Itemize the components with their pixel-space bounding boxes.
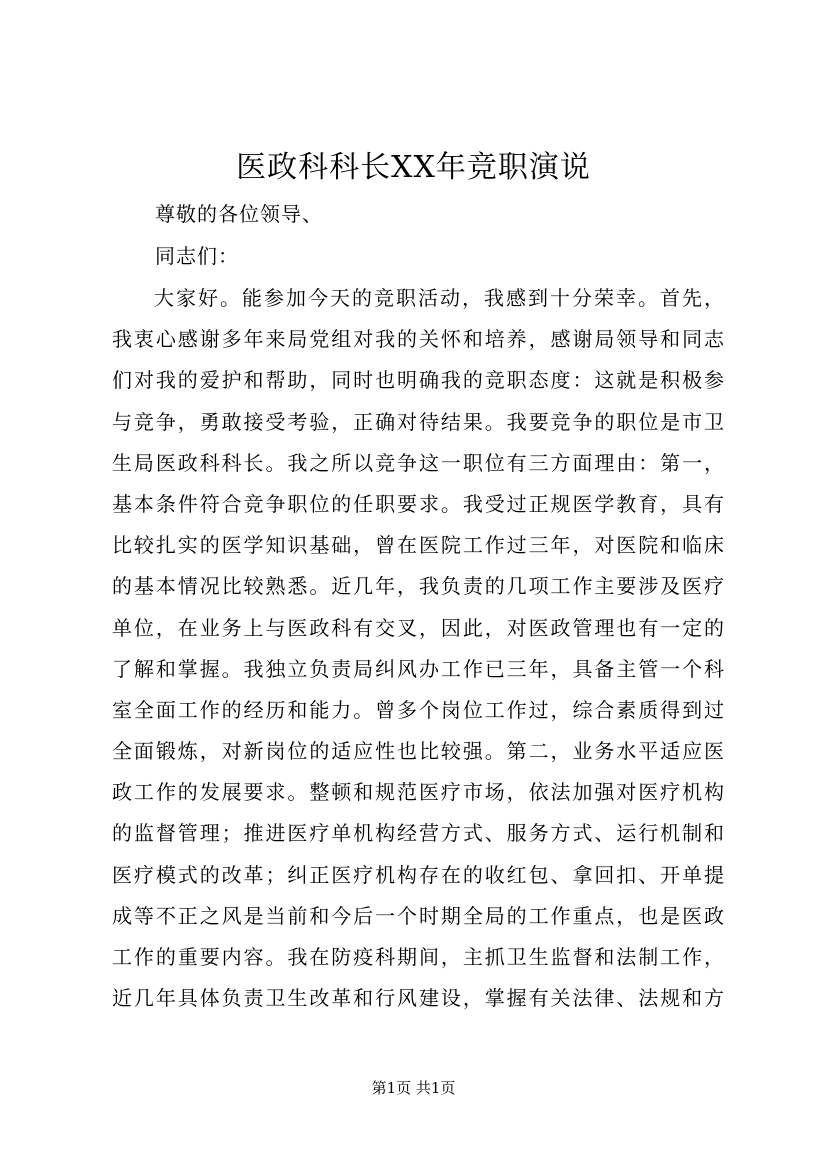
body-line: 政工作的发展要求。整顿和规范医疗市场，依法加强对医疗机构 [112,780,724,805]
body-line: 比较扎实的医学知识基础，曾在医院工作过三年，对医院和临床 [112,533,724,558]
salutation-line-1: 尊敬的各位领导、 [155,202,323,226]
body-line: 们对我的爱护和帮助，同时也明确我的竞职态度：这就是积极参 [112,368,724,393]
body-line: 基本条件符合竞争职位的任职要求。我受过正规医学教育，具有 [112,491,724,516]
body-line: 单位，在业务上与医政科有交叉，因此，对医政管理也有一定的 [112,615,724,640]
body-line: 了解和掌握。我独立负责局纠风办工作已三年，具备主管一个科 [112,656,724,681]
document-title: 医政科科长XX年竞职演说 [236,150,591,185]
body-line: 工作的重要内容。我在防疫科期间，主抓卫生监督和法制工作， [112,945,724,969]
body-line: 全面锻炼，对新岗位的适应性也比较强。第二，业务水平适应医 [112,739,724,764]
salutation-line-2: 同志们： [155,244,239,268]
body-line: 室全面工作的经历和能力。曾多个岗位工作过，综合素质得到过 [112,697,724,722]
body-line: 与竞争，勇敢接受考验，正确对待结果。我要竞争的职位是市卫 [112,409,724,434]
body-line: 近几年具体负责卫生改革和行风建设，掌握有关法律、法规和方 [112,986,724,1011]
body-line: 成等不正之风是当前和今后一个时期全局的工作重点，也是医政 [112,903,724,928]
body-line: 的基本情况比较熟悉。近几年，我负责的几项工作主要涉及医疗 [112,574,724,599]
body-line: 生局医政科科长。我之所以竞争这一职位有三方面理由：第一， [112,450,724,475]
body-line: 我衷心感谢多年来局党组对我的关怀和培养，感谢局领导和同志 [112,327,724,352]
page-number-footer: 第1页 共1页 [371,1079,456,1097]
body-line: 大家好。能参加今天的竞职活动，我感到十分荣幸。首先， [154,286,724,310]
body-line: 医疗模式的改革；纠正医疗机构存在的收红包、拿回扣、开单提 [112,862,724,887]
body-line: 的监督管理；推进医疗单机构经营方式、服务方式、运行机制和 [112,821,724,846]
body-paragraph [112,283,724,1024]
